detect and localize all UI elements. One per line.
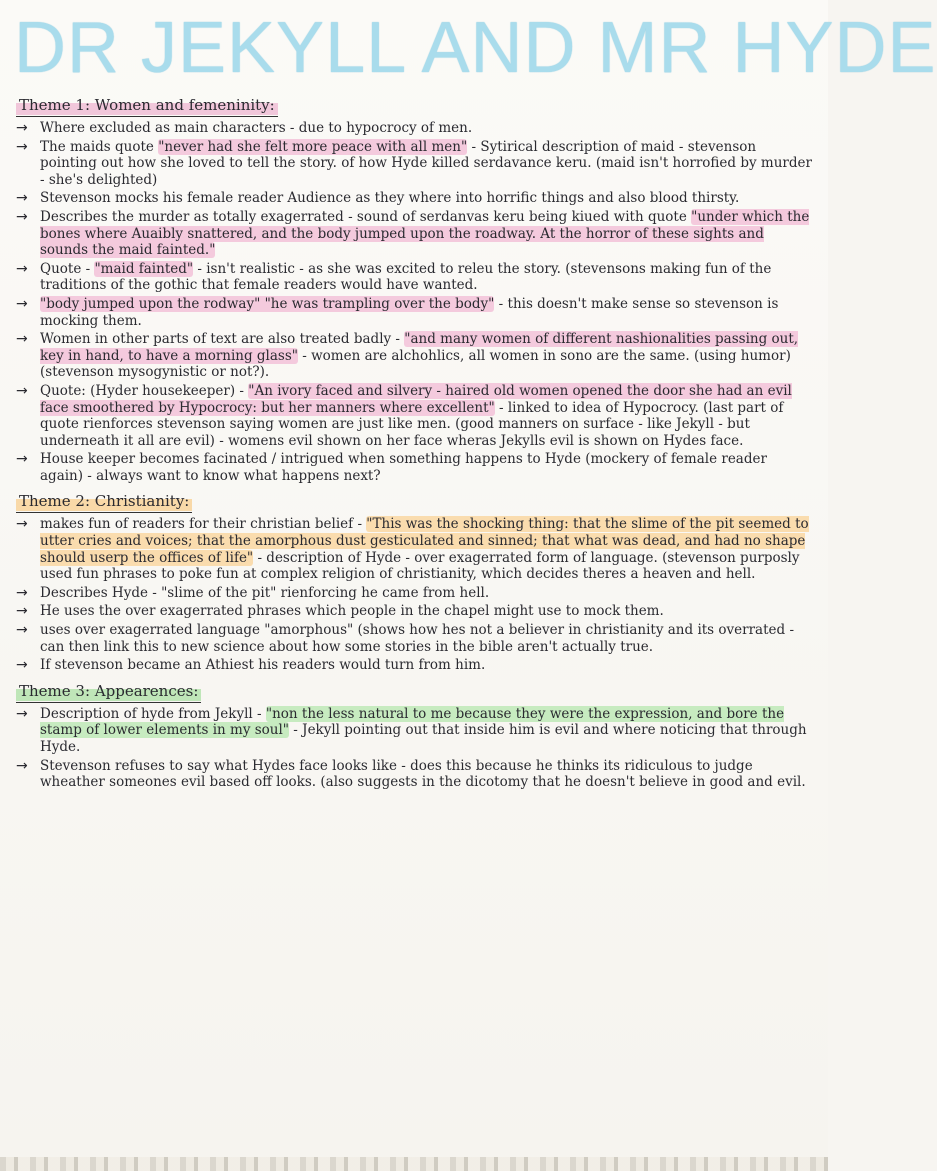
- note-segment: Description of hyde from Jekyll -: [40, 705, 266, 722]
- arrow-icon: →: [16, 451, 28, 468]
- arrow-icon: →: [16, 138, 28, 155]
- note-text: [40, 139, 814, 189]
- arrow-icon: →: [16, 757, 28, 774]
- highlighted-quote: "maid fainted": [94, 260, 194, 277]
- theme-heading: Theme 3: Appearences:: [16, 680, 201, 703]
- highlighted-quote: "non the less natural to me because they were the expression, and bore the stamp of lower elements in my soul": [40, 705, 785, 739]
- highlighted-quote: "body jumped upon the rodway" "he was trampling over the body": [40, 295, 495, 312]
- note-bullet: [14, 190, 814, 207]
- note-segment: - Jekyll pointing out that inside him is evil and where noticing that through Hyde.: [40, 722, 807, 755]
- note-segment: - this doesn't make sense so stevenson is mocking them.: [40, 295, 779, 329]
- page-title: DR JEKYLL AND MR HYDE: [14, 8, 937, 88]
- notes-content: [14, 94, 814, 797]
- note-text: [40, 451, 814, 484]
- note-bullet: [14, 585, 814, 602]
- note-text: [40, 383, 814, 449]
- arrow-icon: →: [16, 260, 28, 277]
- note-segment: - Sytirical description of maid - stevenson pointing out how she loved to tell the story. of how Hyde killed serdavance keru. (maid isn't horrofied by murder - she's delighted): [40, 138, 812, 188]
- note-text: [40, 603, 814, 620]
- note-segment: Stevenson refuses to say what Hydes face looks like - does this because he thinks its ridiculous to judge wheather someones evil based off looks. (also suggests in the dicotomy that he doesn't believe in good and evil.: [40, 757, 806, 791]
- theme-heading: Theme 2: Christianity:: [16, 490, 192, 513]
- note-bullet: [14, 622, 814, 655]
- note-segment: He uses the over exagerrated phrases which people in the chapel might use to mock them.: [40, 603, 664, 620]
- note-text: [40, 622, 814, 655]
- note-segment: Where excluded as main characters - due to hypocrocy of men.: [40, 120, 473, 136]
- note-segment: Women in other parts of text are also treated badly -: [40, 331, 405, 348]
- note-text: [40, 585, 814, 602]
- arrow-icon: →: [16, 382, 28, 399]
- note-text: [40, 261, 814, 294]
- arrow-icon: →: [16, 516, 28, 533]
- page-edge-decoration: [0, 1157, 828, 1171]
- note-segment: Describes the murder as totally exagerrated - sound of serdanvas keru being kiued with quote: [40, 208, 692, 225]
- note-bullet: [14, 603, 814, 620]
- note-bullet: [14, 516, 814, 582]
- note-text: [40, 657, 814, 674]
- highlighted-quote: "and many women of different nashionalities passing out, key in hand, to have a morning glass": [40, 331, 799, 364]
- note-text: [40, 331, 814, 381]
- note-segment: - women are alchohlics, all women in sono are the same. (using humor) (stevenson mysogynistic or not?).: [40, 347, 791, 381]
- note-segment: Quote -: [40, 260, 95, 277]
- note-text: [40, 516, 814, 582]
- arrow-icon: →: [16, 190, 28, 207]
- note-segment: Stevenson mocks his female reader Audience as they where into horrific things and also blood thirsty.: [40, 190, 740, 207]
- arrow-icon: →: [16, 120, 28, 136]
- arrow-icon: →: [16, 331, 28, 348]
- arrow-icon: →: [16, 657, 28, 674]
- note-bullet: [14, 139, 814, 189]
- note-bullet: [14, 261, 814, 294]
- note-text: [40, 209, 814, 259]
- note-bullet: [14, 657, 814, 674]
- note-segment: House keeper becomes facinated / intrigued when something happens to Hyde (mockery of female reader again) - always want to know what happens next?: [40, 451, 767, 484]
- arrow-icon: →: [16, 705, 28, 722]
- note-text: [40, 120, 814, 137]
- note-bullet: [14, 120, 814, 137]
- note-text: [40, 706, 814, 756]
- note-bullet: [14, 383, 814, 449]
- theme-section-3: [14, 680, 814, 791]
- note-segment: uses over exagerrated language "amorphous" (shows how hes not a believer in christianity and its overrated - can then link this to new science about how some stories in the bible aren't actually true.: [40, 622, 795, 655]
- note-segment: Describes Hyde - "slime of the pit" rienforcing he came from hell.: [40, 584, 490, 601]
- note-segment: If stevenson became an Athiest his readers would turn from him.: [40, 657, 486, 674]
- note-segment: Quote: (Hyder housekeeper) -: [40, 382, 249, 399]
- note-bullet: [14, 296, 814, 329]
- arrow-icon: →: [16, 295, 28, 312]
- note-text: [40, 190, 814, 207]
- note-text: [40, 296, 814, 329]
- highlighted-quote: "This was the shocking thing: that the slime of the pit seemed to utter cries and voices; that the amorphous dust gesticulated and sinned; that what was dead, and had no shape should userp the offices of life": [40, 516, 809, 566]
- note-segment: - isn't realistic - as she was excited to releu the story. (stevensons making fun of the traditions of the gothic that female readers would have wanted.: [40, 260, 772, 294]
- theme-heading: Theme 1: Women and femeninity:: [16, 94, 278, 117]
- theme-section-2: [14, 490, 814, 673]
- note-segment: makes fun of readers for their christian belief -: [40, 516, 367, 533]
- note-text: [40, 758, 814, 791]
- arrow-icon: →: [16, 208, 28, 225]
- note-bullet: [14, 331, 814, 381]
- highlighted-quote: "never had she felt more peace with all men": [158, 138, 468, 155]
- arrow-icon: →: [16, 622, 28, 639]
- note-segment: The maids quote: [40, 138, 159, 155]
- note-bullet: [14, 706, 814, 756]
- note-segment: - description of Hyde - over exagerrated form of language. (stevenson purposly used fun phrases to poke fun at complex religion of christianity, which decides theres a heaven and hell.: [40, 549, 800, 583]
- theme-section-1: [14, 94, 814, 484]
- arrow-icon: →: [16, 584, 28, 601]
- arrow-icon: →: [16, 603, 28, 620]
- note-bullet: [14, 209, 814, 259]
- note-segment: - linked to idea of Hypocrocy. (last part of quote rienforces stevenson saying women are just like men. (good manners on surface - like Jekyll - but underneath it all are evil) - womens evil shown on her face wheras Jekylls evil is shown on Hydes face.: [40, 399, 784, 449]
- note-bullet: [14, 451, 814, 484]
- note-bullet: [14, 758, 814, 791]
- highlighted-quote: "under which the bones where Auaibly snattered, and the body jumped upon the roadway. At the horror of these sights and sounds the maid fainted.": [40, 208, 810, 259]
- highlighted-quote: "An ivory faced and silvery - haired old women opened the door she had an evil face smoothered by Hypocrocy: but her manners where excellent": [40, 382, 792, 416]
